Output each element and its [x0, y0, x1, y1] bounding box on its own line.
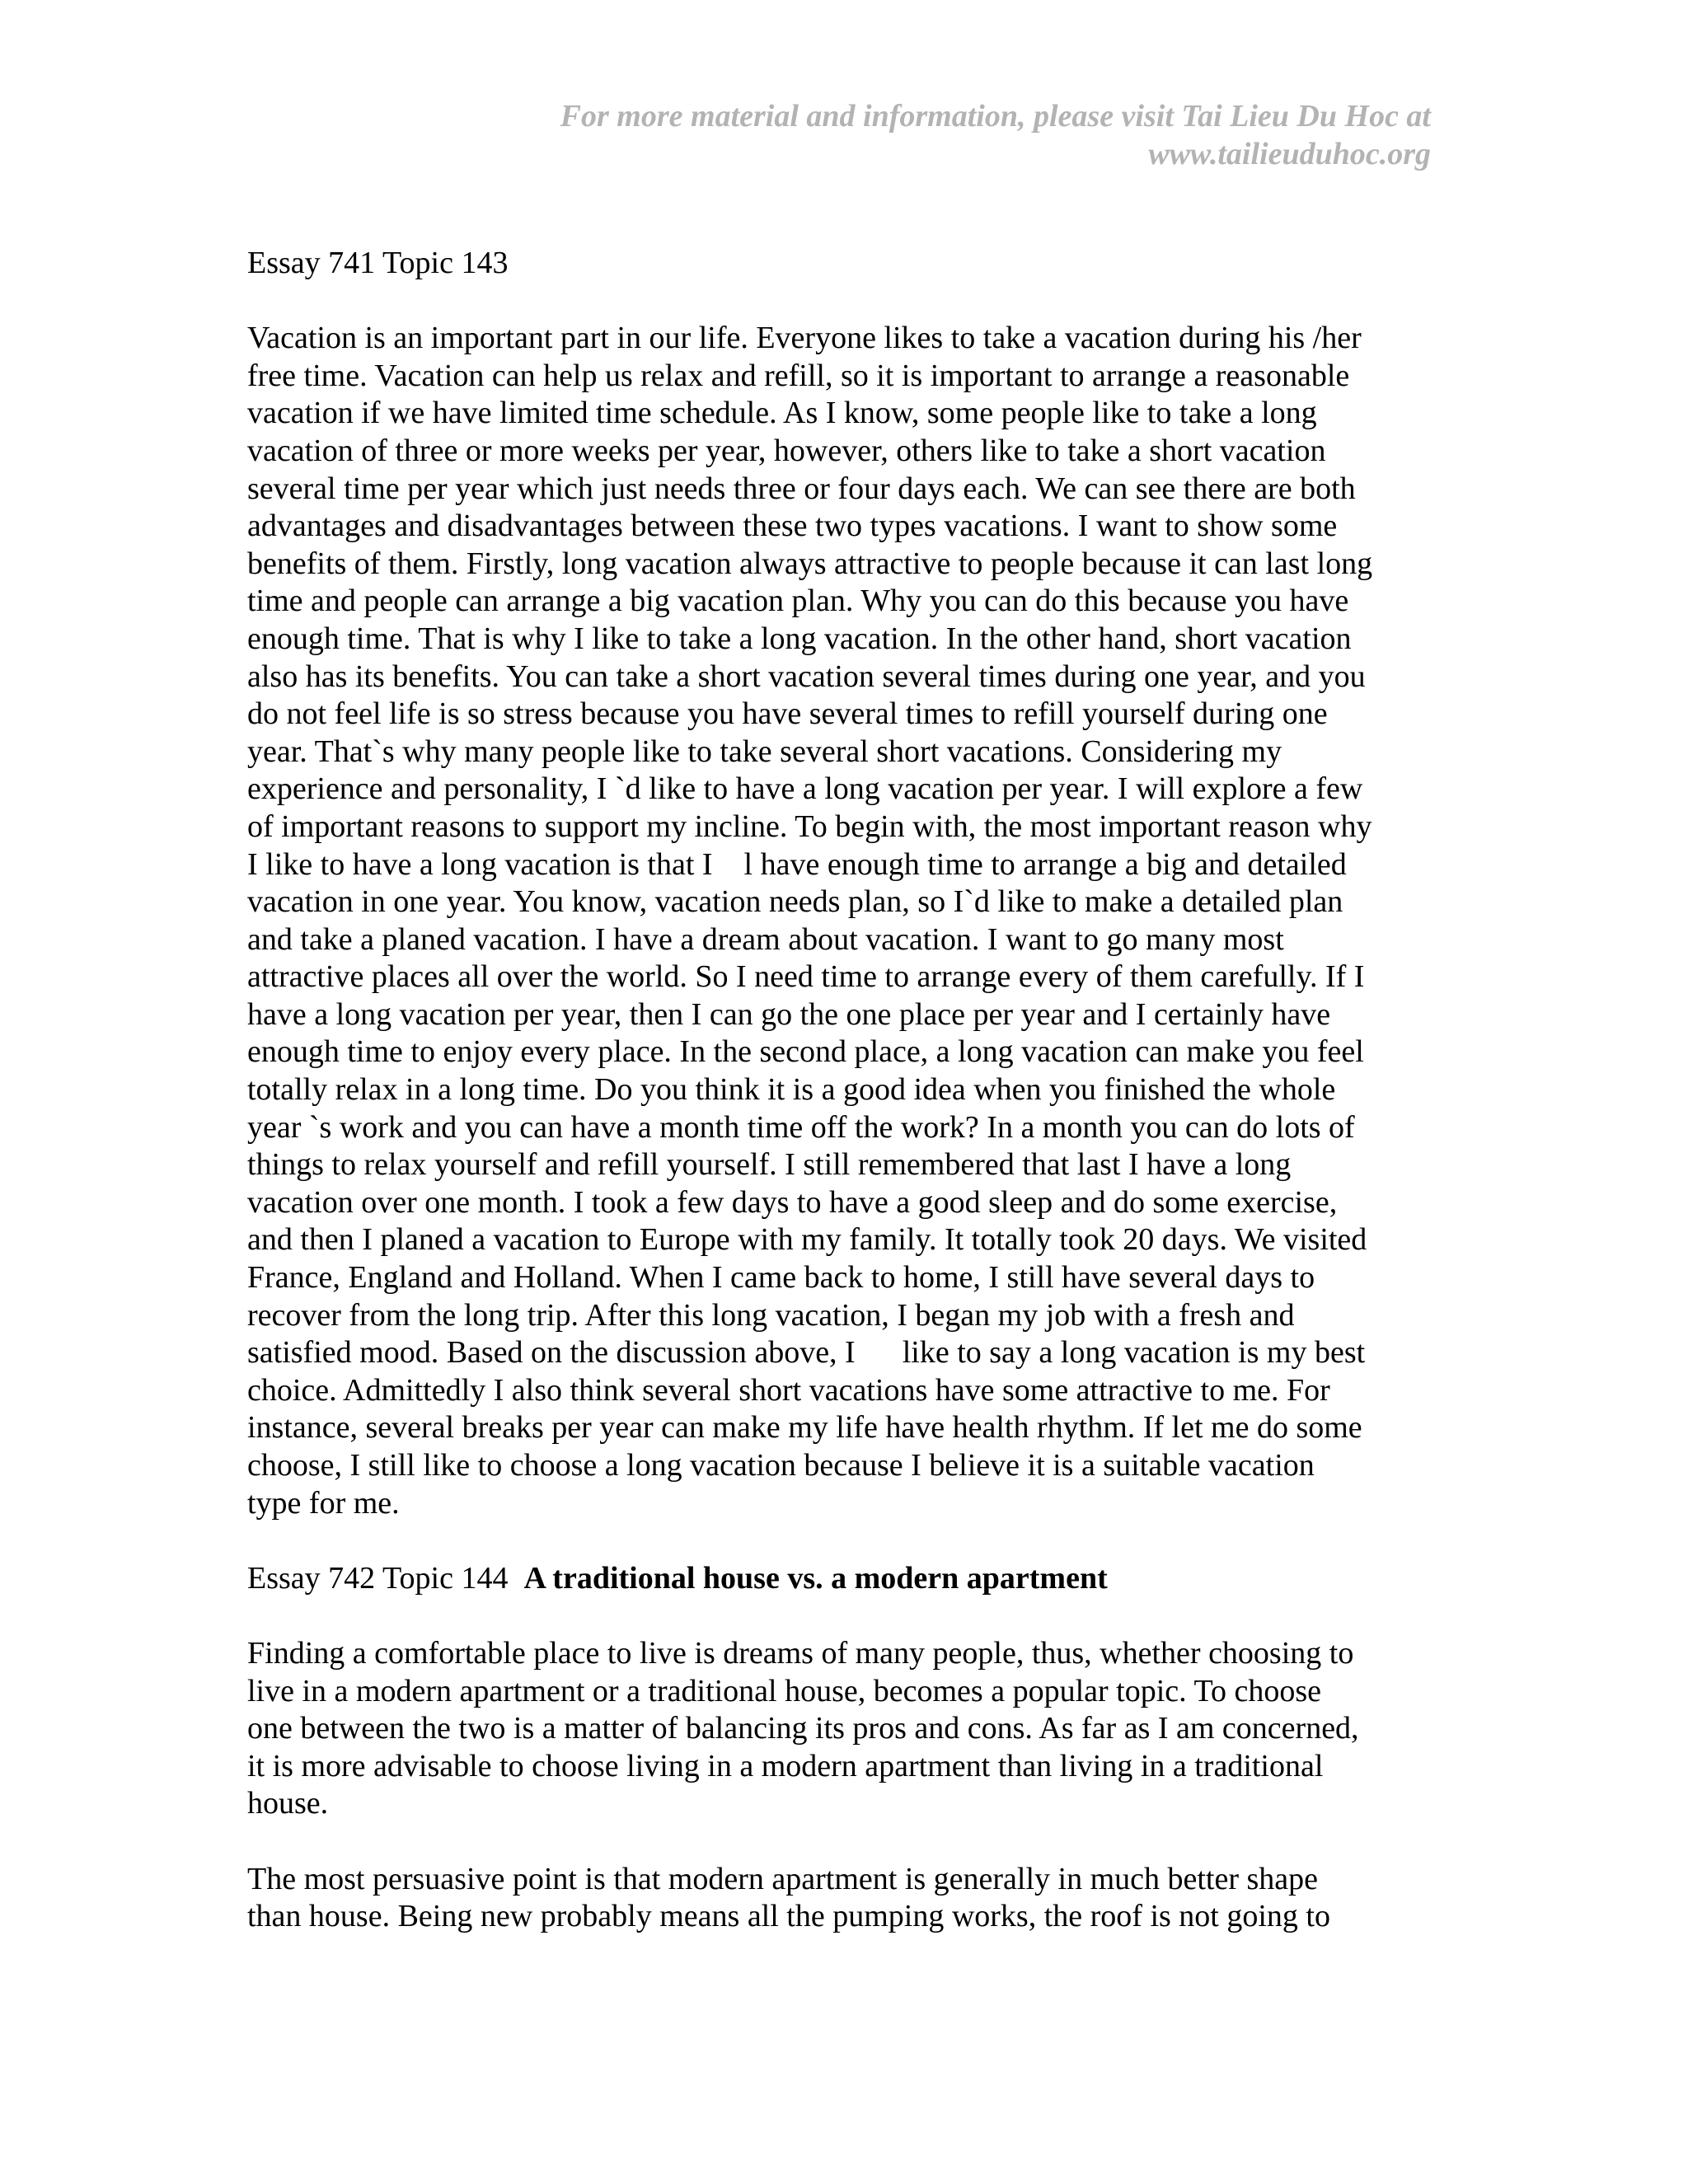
essay-741-heading: Essay 741 Topic 143	[247, 246, 509, 280]
essay-741-line: advantages and disadvantages between these two types vacations. I want to show some	[247, 509, 1338, 544]
essay-741-line: type for me.	[247, 1485, 400, 1521]
essay-742-heading-prefix: Essay 742 Topic 144	[247, 1560, 524, 1596]
essay-742-p1-line: one between the two is a matter of balancing its pros and cons. As far as I am concerned,	[247, 1711, 1359, 1746]
essay-741-line: vacation if we have limited time schedule. As I know, some people like to take a long	[247, 396, 1317, 431]
essay-741-line: also has its benefits. You can take a short vacation several times during one year, and you	[247, 658, 1366, 694]
essay-741-line: vacation in one year. You know, vacation needs plan, so I`d like to make a detailed plan	[247, 884, 1343, 920]
essay-742-paragraph-2	[247, 1861, 1442, 1936]
essay-741-line: year `s work and you can have a month time off the work? In a month you can do lots of	[247, 1109, 1355, 1145]
essay-741-line: year. That`s why many people like to take several short vacations. Considering my	[247, 733, 1282, 769]
essay-742-p1-line: Finding a comfortable place to live is dreams of many people, thus, whether choosing to	[247, 1635, 1354, 1671]
essay-741-line: France, England and Holland. When I came back to home, I still have several days to	[247, 1260, 1315, 1296]
essay-742-topic-title: A traditional house vs. a modern apartment	[523, 1560, 1108, 1596]
header-line-1: For more material and information, please visit Tai Lieu Du Hoc at	[560, 99, 1431, 134]
essay-741-line: benefits of them. Firstly, long vacation always attractive to people because it can last long	[247, 546, 1373, 581]
essay-741-line: and then I planed a vacation to Europe with my family. It totally took 20 days. We visited	[247, 1222, 1367, 1258]
essay-741-line: experience and personality, I `d like to have a long vacation per year. I will explore a few	[247, 771, 1363, 807]
essay-741-paragraph	[247, 320, 1442, 1522]
spacer	[247, 283, 1442, 321]
essay-741-line: I like to have a long vacation is that I l have enough time to arrange a big and detailed	[247, 846, 1347, 882]
essay-742-p1-line: it is more advisable to choose living in a modern apartment than living in a traditional	[247, 1748, 1324, 1783]
essay-741-line: Vacation is an important part in our life. Everyone likes to take a vacation during his /her	[247, 321, 1362, 356]
essay-741-line: have a long vacation per year, then I can go the one place per year and I certainly have	[247, 996, 1331, 1032]
essay-741-line: instance, several breaks per year can make my life have health rhythm. If let me do some	[247, 1410, 1362, 1446]
spacer	[247, 1522, 1442, 1560]
document-body	[247, 245, 1442, 1936]
spacer	[247, 1597, 1442, 1635]
essay-741-line: choose, I still like to choose a long vacation because I believe it is a suitable vacation	[247, 1448, 1315, 1483]
essay-741-line: enough time. That is why I like to take a long vacation. In the other hand, short vacation	[247, 621, 1352, 656]
essay-741-line: attractive places all over the world. So I need time to arrange every of them carefully. If I	[247, 959, 1365, 995]
essay-741-line: totally relax in a long time. Do you think it is a good idea when you finished the whole	[247, 1072, 1336, 1108]
essay-741-line: satisfied mood. Based on the discussion above, I like to say a long vacation is my best	[247, 1335, 1366, 1371]
essay-742-p1-line: live in a modern apartment or a traditional house, becomes a popular topic. To choose	[247, 1673, 1322, 1708]
page-header	[442, 97, 1431, 173]
essay-742-p2-line: than house. Being new probably means all the pumping works, the roof is not going to	[247, 1899, 1330, 1934]
essay-741-line: several time per year which just needs three or four days each. We can see there are both	[247, 471, 1356, 506]
essay-741-line: of important reasons to support my incline. To begin with, the most important reason why	[247, 808, 1372, 844]
essay-741-line: time and people can arrange a big vacation plan. Why you can do this because you have	[247, 583, 1349, 619]
spacer	[247, 1823, 1442, 1861]
essay-742-p1-line: house.	[247, 1786, 329, 1821]
essay-741-line: vacation over one month. I took a few days to have a good sleep and do some exercise,	[247, 1184, 1338, 1220]
essay-741-line: free time. Vacation can help us relax and refill, so it is important to arrange a reasonable	[247, 358, 1350, 393]
essay-741-line: and take a planed vacation. I have a dream about vacation. I want to go many most	[247, 921, 1284, 957]
essay-741-line: recover from the long trip. After this long vacation, I began my job with a fresh and	[247, 1297, 1295, 1333]
header-url: www.tailieuduhoc.org	[1148, 137, 1431, 171]
essay-741-line: vacation of three or more weeks per year, however, others like to take a short vacation	[247, 433, 1326, 468]
essay-742-paragraph-1	[247, 1635, 1442, 1823]
essay-742-p2-line: The most persuasive point is that modern apartment is generally in much better shape	[247, 1861, 1319, 1896]
essay-741-line: choice. Admittedly I also think several short vacations have some attractive to me. For	[247, 1372, 1330, 1408]
essay-741-line: do not feel life is so stress because you have several times to refill yourself during one	[247, 696, 1328, 732]
essay-741-line: enough time to enjoy every place. In the second place, a long vacation can make you feel	[247, 1034, 1364, 1070]
essay-741-line: things to relax yourself and refill yourself. I still remembered that last I have a long	[247, 1147, 1292, 1183]
essay-742-heading	[247, 1560, 1442, 1598]
